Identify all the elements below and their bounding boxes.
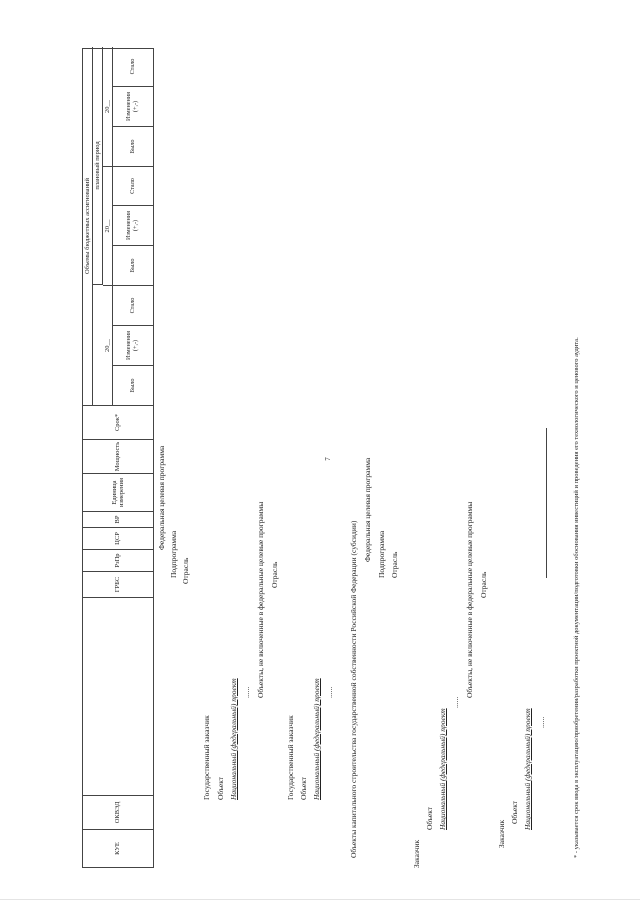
header-csr: ЦСР (83, 527, 153, 549)
row-object-2: Объект (299, 776, 308, 800)
header-unit: Единица измерения (83, 473, 153, 511)
row-national-project-3: Национальный (федеральный) проект (438, 708, 447, 830)
row-industry-2: Отрасль (270, 561, 279, 588)
header-became-2: Стало (113, 166, 153, 205)
row-industry-4: Отрасль (479, 571, 488, 598)
row-ellipsis: ...... (242, 686, 251, 698)
header-term: Срок* (83, 405, 153, 439)
row-state-customer: Государственный заказчик (202, 715, 211, 800)
page-number: 7 (323, 457, 332, 461)
row-subprogram: Подпрограмма (169, 530, 178, 578)
header-grbs: ГРБС (83, 571, 153, 597)
header-capacity: Мощность (83, 439, 153, 473)
header-year2: 20__ (103, 166, 113, 285)
header-became-1: Стало (113, 285, 153, 325)
table-header (82, 48, 154, 868)
header-change-2: Изменения (+,-) (113, 205, 153, 245)
header-was-3: Было (113, 126, 153, 166)
row-capital-construction-section: Объекты капитального строительства государственной собственности Российской Федерации (субсидии) (349, 520, 358, 858)
row-object-4: Объект (510, 800, 519, 824)
row-ellipsis-3: ...... (451, 696, 460, 708)
row-non-program-objects-2: Объекты, не включенные в федеральные целевые программы (465, 501, 474, 698)
header-blank (83, 597, 153, 795)
header-was-2: Было (113, 245, 153, 285)
row-object-3: Объект (425, 806, 434, 830)
row-industry-3: Отрасль (390, 551, 399, 578)
row-customer-2: Заказчик (497, 819, 506, 848)
footnote-divider (546, 428, 547, 578)
header-rzpr: РзПр (83, 549, 153, 571)
rotated-page-content (82, 48, 592, 868)
header-kvr: КУЕ (83, 829, 153, 867)
header-budget-title: Объемы бюджетных ассигнований (83, 47, 93, 405)
row-state-customer-2: Государственный заказчик (286, 715, 295, 800)
header-vr: ВР (83, 511, 153, 527)
footnote: * - указывается срок ввода в эксплуатацию/приобретения/разработки проектной документации/подготовки обоснования инвестиций и проведения его технологического и ценового аудита. (573, 337, 580, 858)
header-became-3: Стало (128, 58, 136, 75)
row-national-project: Национальный (федеральный) проект (229, 678, 238, 800)
header-change-3: Изменения (+,-) (113, 86, 153, 126)
header-okved: ОКВЭД (83, 795, 153, 829)
row-ellipsis-2: ...... (325, 686, 334, 698)
header-year3: 20__ (103, 47, 113, 166)
header-change-1: Изменения (+,-) (113, 325, 153, 365)
row-federal-program-2: Федеральная целевая программа (363, 457, 372, 562)
row-non-program-objects: Объекты, не включенные в федеральные целевые программы (256, 501, 265, 698)
row-federal-program: Федеральная целевая программа (157, 445, 166, 550)
header-was-1: Было (113, 365, 153, 405)
row-ellipsis-4: ...... (537, 716, 546, 728)
header-year1: 20__ (103, 285, 113, 405)
row-national-project-4: Национальный (федеральный) проект (523, 708, 532, 830)
row-object: Объект (216, 776, 225, 800)
header-planning-period: плановый период (93, 47, 103, 285)
row-national-project-2: Национальный (федеральный) проект (312, 678, 321, 800)
row-subprogram-2: Подпрограмма (377, 530, 386, 578)
row-customer: Заказчик (412, 839, 421, 868)
row-industry: Отрасль (181, 557, 190, 584)
scan-edge-divider (0, 899, 640, 900)
